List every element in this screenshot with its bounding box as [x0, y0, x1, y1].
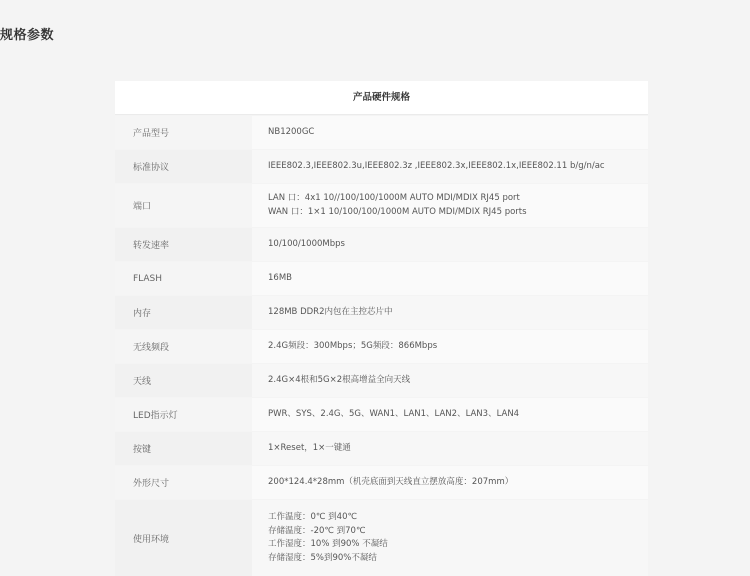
- spec-row-rate: [115, 227, 648, 261]
- spec-row-dimensions: [115, 465, 648, 499]
- spec-row-antenna: [115, 363, 648, 397]
- spec-row-flash: [115, 261, 648, 295]
- spec-table: [115, 81, 648, 576]
- spec-value-line: 存储湿度：5%到90%不凝结: [268, 552, 377, 563]
- spec-value-line: 200*124.4*28mm（机壳底面到天线直立摆放高度：207mm）: [268, 476, 514, 487]
- spec-label: 转发速率: [115, 228, 252, 261]
- spec-value-line: 128MB DDR2内包在主控芯片中: [268, 306, 393, 317]
- spec-value: [252, 228, 648, 261]
- spec-label: 无线频段: [115, 330, 252, 363]
- spec-row-environment: [115, 499, 648, 576]
- spec-label: 外形尺寸: [115, 466, 252, 499]
- spec-value-line: 2.4G频段：300Mbps；5G频段：866Mbps: [268, 340, 438, 351]
- spec-value-line: LAN 口：4x1 10//100/100/1000M AUTO MDI/MDIX RJ45 port: [268, 193, 520, 203]
- spec-value: [252, 296, 648, 329]
- spec-row-led: [115, 397, 648, 431]
- spec-label: 按键: [115, 432, 252, 465]
- spec-label: 天线: [115, 364, 252, 397]
- spec-row-memory: [115, 295, 648, 329]
- spec-row-buttons: [115, 431, 648, 465]
- section-title: 规格参数: [0, 28, 55, 43]
- table-header: 产品硬件规格: [115, 81, 648, 115]
- spec-value: [252, 466, 648, 499]
- spec-value-line: PWR、SYS、2.4G、5G、WAN1、LAN1、LAN2、LAN3、LAN4: [268, 408, 520, 419]
- spec-label: 标准协议: [115, 150, 252, 183]
- spec-value-line: 2.4G×4根和5G×2根高增益全向天线: [268, 374, 411, 385]
- spec-row-wireless-band: [115, 329, 648, 363]
- spec-row-model: [115, 115, 648, 149]
- spec-value: [252, 500, 648, 576]
- spec-row-ports: [115, 183, 648, 227]
- spec-label: FLASH: [115, 262, 252, 295]
- spec-value: [252, 184, 648, 227]
- spec-value-line: 10/100/1000Mbps: [268, 238, 345, 249]
- spec-value: [252, 432, 648, 465]
- spec-label: 内存: [115, 296, 252, 329]
- spec-label: LED指示灯: [115, 398, 252, 431]
- spec-value: [252, 150, 648, 183]
- spec-label: 端口: [115, 184, 252, 227]
- spec-value-line: NB1200GC: [268, 126, 315, 137]
- spec-row-protocol: [115, 149, 648, 183]
- spec-value: [252, 330, 648, 363]
- spec-value-line: IEEE802.3,IEEE802.3u,IEEE802.3z ,IEEE802.3x,IEEE802.1x,IEEE802.11 b/g/n/ac: [268, 160, 605, 171]
- spec-value-line: WAN 口：1×1 10/100/100/1000M AUTO MDI/MDIX RJ45 ports: [268, 206, 527, 217]
- spec-value-line: 存储温度：-20℃ 到70℃: [268, 525, 366, 536]
- spec-value-line: 工作湿度：10% 到90% 不凝结: [268, 539, 388, 549]
- spec-value: [252, 116, 648, 149]
- spec-label: 使用环境: [115, 500, 252, 576]
- spec-label: 产品型号: [115, 116, 252, 149]
- spec-value-line: 1×Reset，1×一键通: [268, 442, 351, 453]
- spec-rows: [115, 115, 648, 576]
- spec-value-line: 16MB: [268, 272, 292, 283]
- spec-value-line: 工作温度：0℃ 到40℃: [268, 512, 358, 522]
- spec-value: [252, 364, 648, 397]
- spec-value: [252, 262, 648, 295]
- spec-value: [252, 398, 648, 431]
